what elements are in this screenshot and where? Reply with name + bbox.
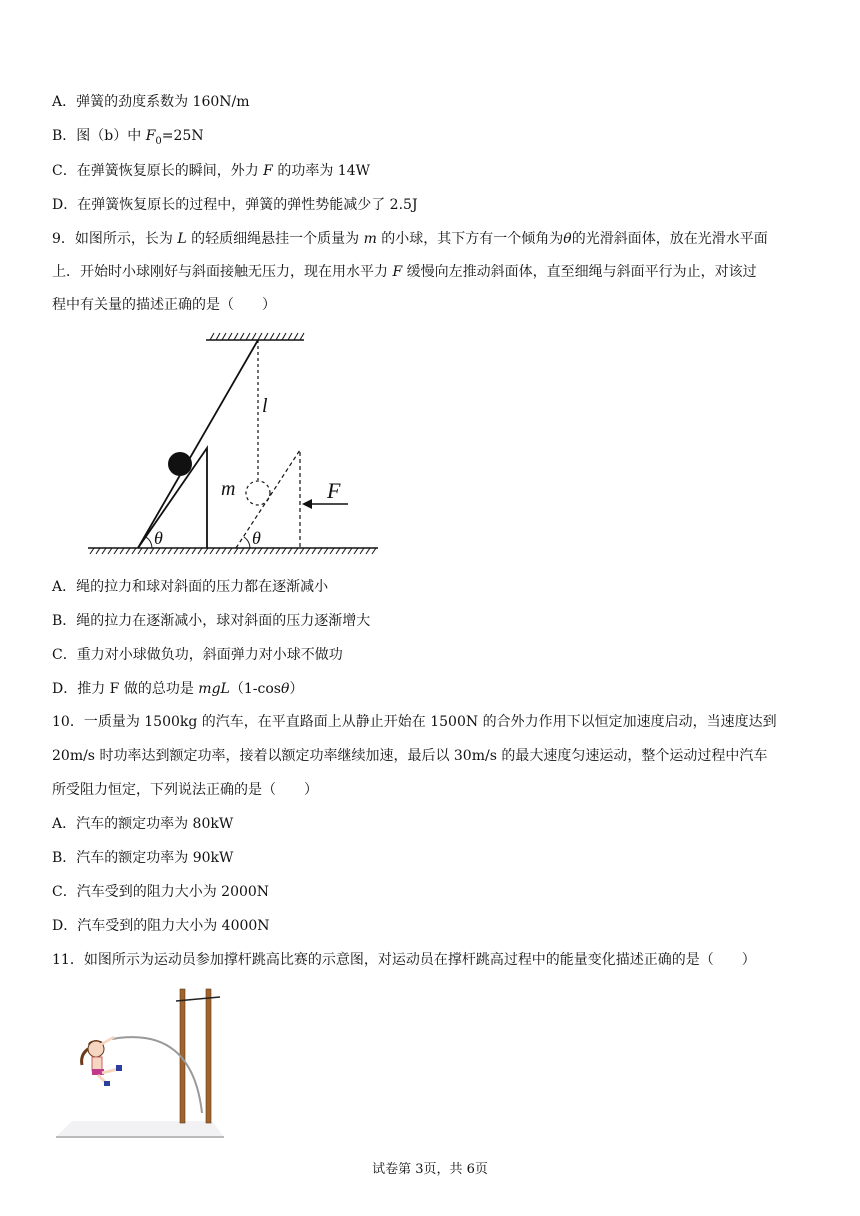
- q9-stem-line2: 上．开始时小球刚好与斜面接触无压力，现在用水平力 F 缓慢向左推动斜面体，直至细绳与斜面平行为止，对该过: [52, 264, 757, 280]
- q9-figure: [86, 330, 386, 560]
- pole: [112, 1037, 202, 1113]
- page-footer: 试卷第 3页，共 6页: [372, 1162, 488, 1177]
- q11-stem: 11．如图所示为运动员参加撑杆跳高比赛的示意图，对运动员在撑杆跳高过程中的能量变化描述正确的是（ ）: [52, 952, 756, 968]
- ball-initial: [246, 481, 270, 505]
- ball-final: [168, 452, 192, 476]
- q9-option-b: B．绳的拉力在逐渐减小，球对斜面的压力逐渐增大: [52, 613, 371, 629]
- incline-initial: [236, 450, 300, 548]
- label-F: F: [327, 478, 341, 503]
- q10-option-a: A．汽车的额定功率为 80kW: [52, 816, 234, 832]
- q9-stem-line1: 9．如图所示，长为 L 的轻质细绳悬挂一个质量为 m 的小球，其下方有一个倾角为θ的光滑斜面体，放在光滑水平面: [52, 231, 768, 247]
- angle-arc-2: [244, 537, 250, 548]
- angle-arc-1: [146, 537, 152, 548]
- q10-stem-line3: 所受阻力恒定，下列说法正确的是（ ）: [52, 782, 318, 798]
- athlete: [82, 1037, 122, 1086]
- label-l: l: [262, 395, 268, 417]
- label-theta-2: θ: [252, 528, 261, 548]
- ground-shadow: [56, 1121, 224, 1137]
- q9-stem-line3: 程中有关量的描述正确的是（ ）: [52, 297, 276, 313]
- ground: [88, 548, 378, 554]
- q10-stem-line2: 20m/s 时功率达到额定功率，接着以额定功率继续加速，最后以 30m/s 的最大速度匀速运动，整个运动过程中汽车: [52, 748, 768, 764]
- ceiling: [206, 333, 304, 340]
- arrow-head-icon: [302, 499, 312, 509]
- q10-option-c: C．汽车受到的阻力大小为 2000N: [52, 884, 270, 900]
- q9-option-d: D．推力 F 做的总功是 mgL（1-cosθ）: [52, 681, 304, 697]
- q10-option-d: D．汽车受到的阻力大小为 4000N: [52, 918, 270, 934]
- q9-option-a: A．绳的拉力和球对斜面的压力都在逐渐减小: [52, 579, 329, 595]
- q8-option-a: A．弹簧的劲度系数为 160N/m: [52, 94, 250, 110]
- q9-option-c: C．重力对小球做负功，斜面弹力对小球不做功: [52, 647, 343, 663]
- q8-option-d: D．在弹簧恢复原长的过程中，弹簧的弹性势能减少了 2.5J: [52, 197, 418, 213]
- q8-option-c: C．在弹簧恢复原长的瞬间，外力 F 的功率为 14W: [52, 163, 370, 179]
- q10-stem-line1: 10．一质量为 1500kg 的汽车，在平直路面上从静止开始在 1500N 的合外力作用下以恒定加速度启动，当速度达到: [52, 714, 777, 730]
- label-m: m: [221, 478, 236, 500]
- q11-figure: [52, 985, 232, 1145]
- upright-right: [206, 989, 211, 1123]
- q10-option-b: B．汽车的额定功率为 90kW: [52, 850, 234, 866]
- label-theta-1: θ: [154, 528, 163, 548]
- rope-final: [138, 340, 258, 548]
- q8-option-b: B．图（b）中 $F_0=25N$: [52, 128, 204, 147]
